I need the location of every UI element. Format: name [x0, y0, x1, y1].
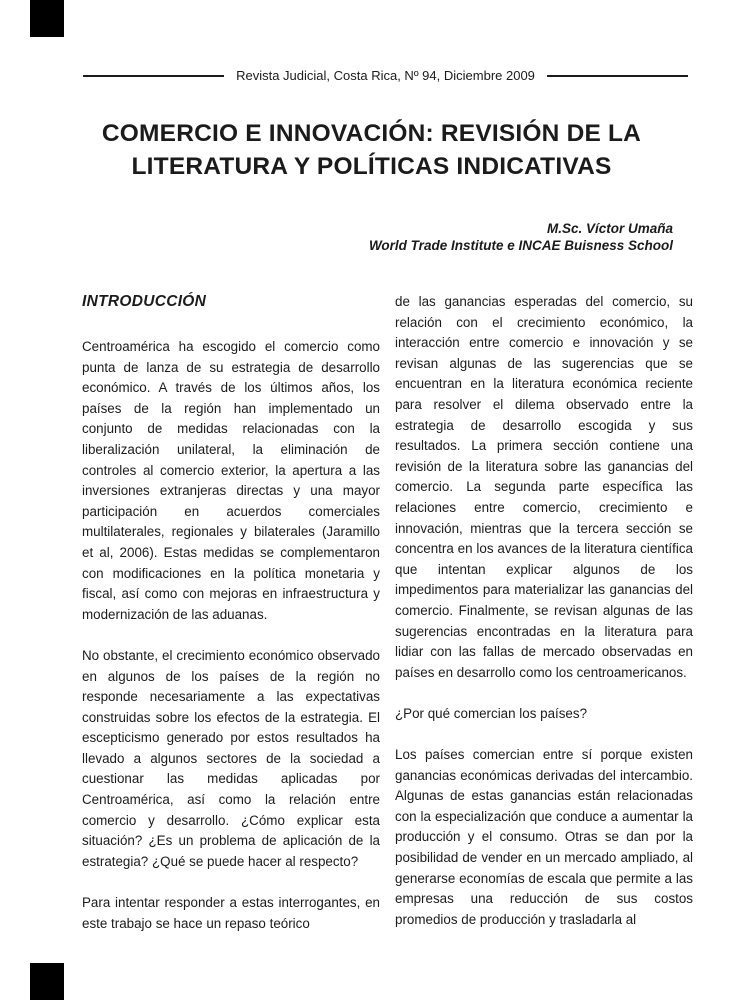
paragraph: No obstante, el crecimiento económico observado en algunos de los países de la región no responde necesariamente a las expectativas construidas sobre los efectos de la estrategia. El escepticismo generado por estos resultados ha llevado a algunos sectores de la sociedad a cuestionar las medidas aplicadas por Centroamérica, así como la relación entre comercio y desarrollo. ¿Cómo explicar esta situación? ¿Es un problema de aplicación de la estrategia? ¿Qué se puede hacer al respecto?	[82, 647, 380, 869]
journal-header-text: Revista Judicial, Costa Rica, Nº 94, Diciembre 2009	[236, 68, 535, 83]
paragraph: de las ganancias esperadas del comercio, su relación con el crecimiento económico, la interacción entre comercio e innovación y se revisan algunas de las sugerencias que se encuentran en la literatura económica reciente para resolver el dilema observado entre la estrategia de desarrollo escogida y sus resultados. La primera sección contiene una revisión de la literatura sobre las ganancias del comercio. La segunda parte específica las relaciones entre comercio, crecimiento e innovación, mientras que la tercera sección se concentra en los avances de la literatura científica que intentan explicar algunos de los impedimentos para materializar las ganancias del comercio. Finalmente, se revisan algunas de las sugerencias encontradas en la literatura para lidiar con las fallas de mercado observadas en países en desarrollo como los centroamericanos.	[395, 294, 693, 680]
header-rule-left	[83, 75, 224, 77]
paragraph: Los países comercian entre sí porque existen ganancias económicas derivadas del intercambio. Algunas de estas ganancias están relacionadas con la especialización que conduce a aumentar la producción y el consumo. Otras se dan por la posibilidad de vender en un mercado ampliado, al generarse economías de escala que permite a las empresas una reducción de sus costos promedios de producción y trasladarla al	[395, 747, 693, 927]
intro-heading: INTRODUCCIÓN	[82, 293, 207, 310]
author-block	[82, 221, 673, 254]
paragraph: Centroamérica ha escogido el comercio como punta de lanza de su estrategia de desarrollo económico. A través de los últimos años, los países de la región han implementado un conjunto de medidas relacionadas con la liberalización unilateral, la eliminación de controles al comercio exterior, la apertura a las inversiones extranjeras directas y una mayor participación en acuerdos comerciales multilaterales, regionales y bilaterales (Jaramillo et al, 2006). Estas medidas se complementaron con modificaciones en la política monetaria y fiscal, así como con mejoras en infraestructura y modernización de las aduanas.	[82, 339, 380, 622]
journal-running-head	[83, 67, 688, 84]
author-name: M.Sc. Víctor Umaña	[546, 221, 673, 236]
article-body	[82, 292, 694, 955]
author-affiliation: World Trade Institute e INCAE Buisness School	[368, 237, 673, 253]
article-title-wrap	[0, 117, 743, 183]
section-subheading: ¿Por qué comercian los países?	[395, 705, 588, 721]
header-rule-right	[547, 75, 688, 77]
scan-mark-bottom-left	[30, 963, 64, 1000]
scan-mark-top-left	[30, 0, 64, 37]
right-column	[395, 292, 693, 955]
left-column	[82, 292, 380, 955]
article-title: COMERCIO E INNOVACIÓN: REVISIÓN DE LA LITERATURA Y POLÍTICAS INDICATIVAS	[101, 120, 642, 180]
paragraph: Para intentar responder a estas interrogantes, en este trabajo se hace un repaso teórico	[82, 895, 380, 931]
